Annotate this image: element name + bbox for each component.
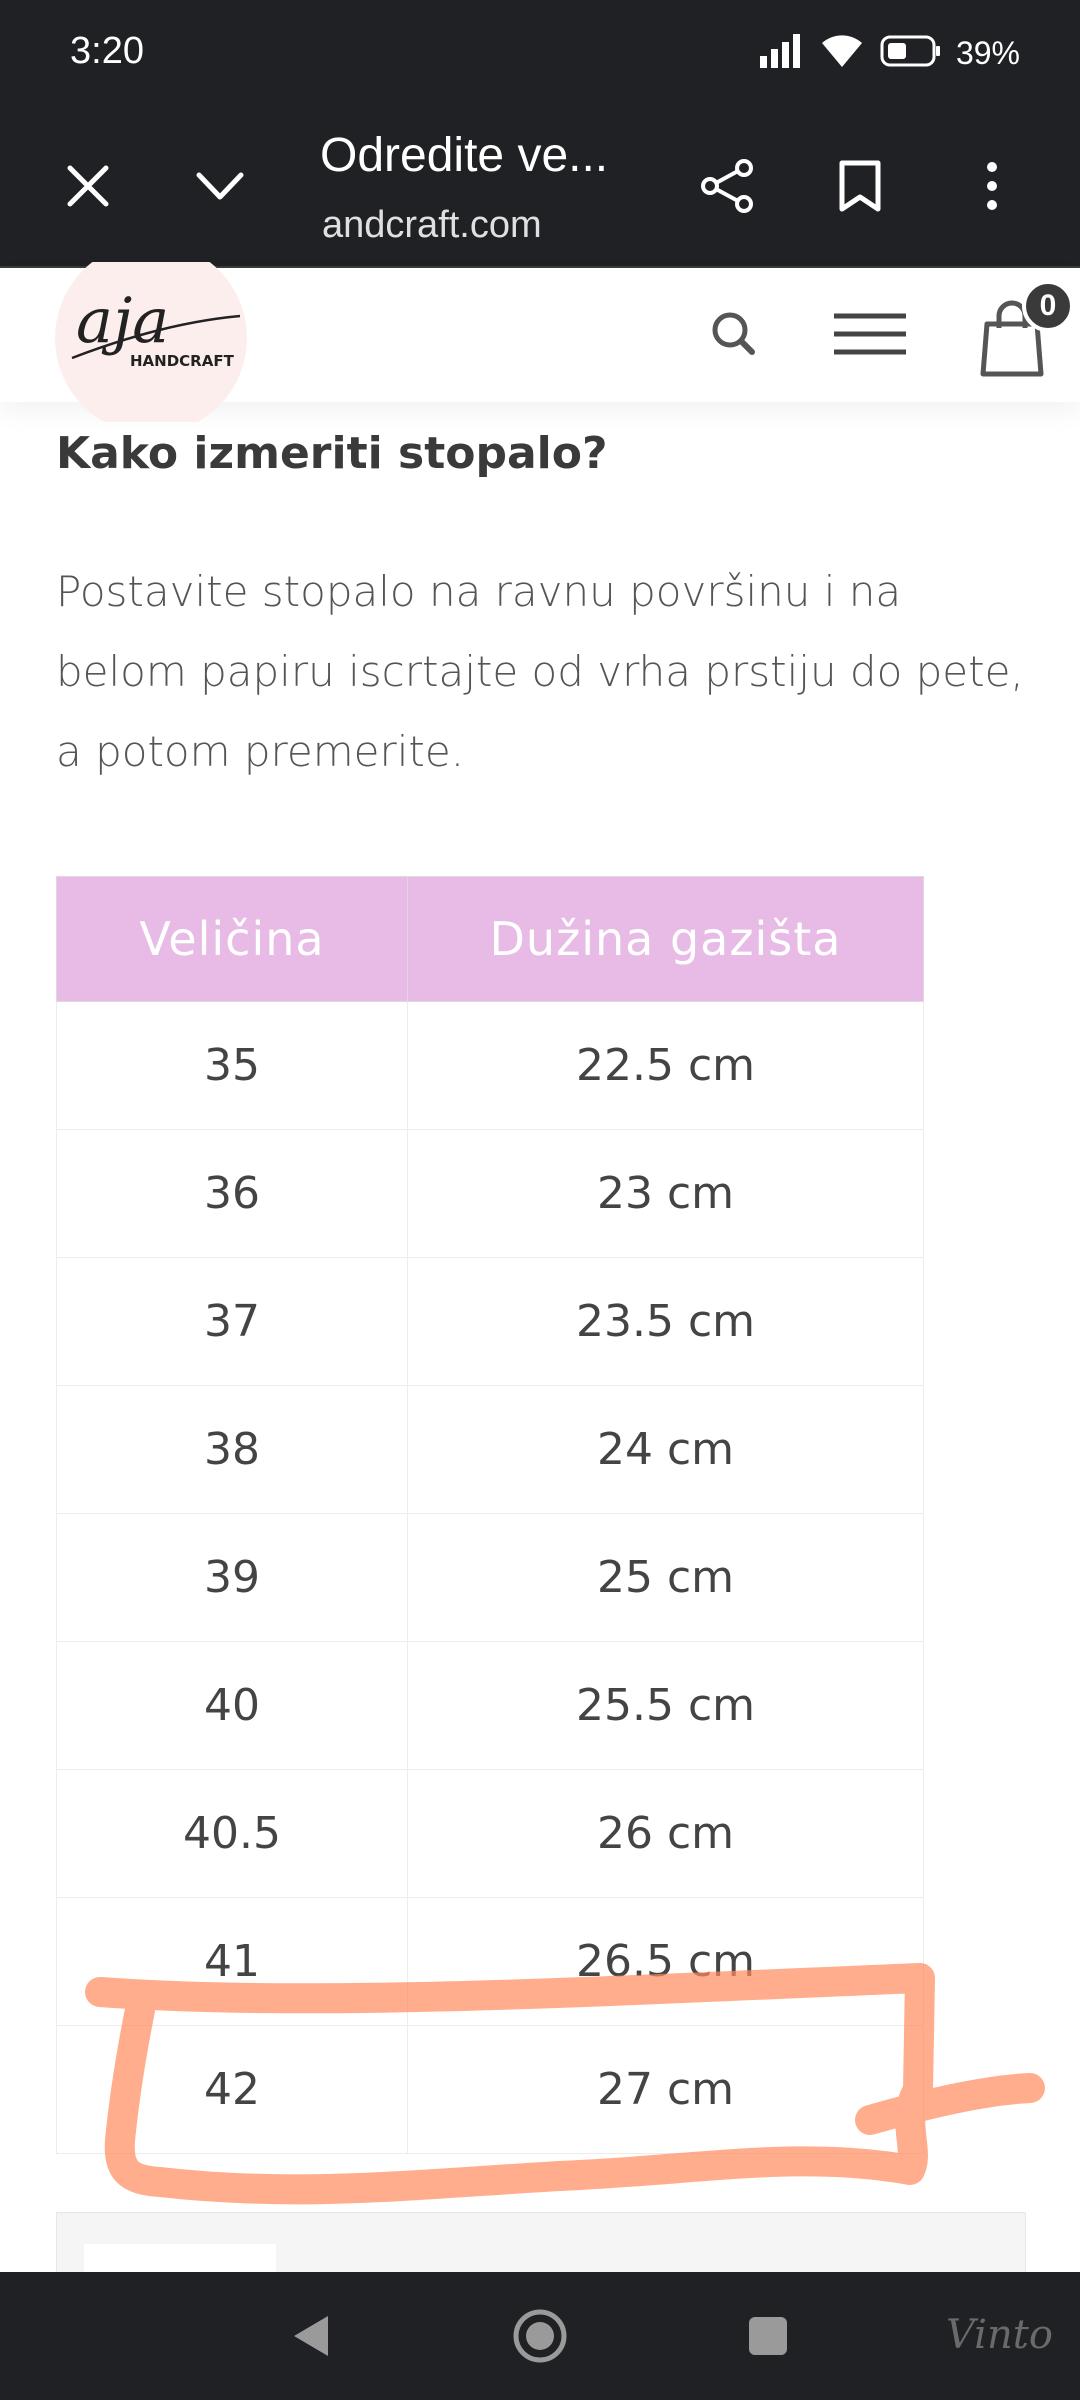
length-cell: 23 cm [408,1130,924,1258]
status-icons [760,28,1020,78]
size-cell: 42 [57,2026,408,2154]
content-heading: Kako izmeriti stopalo? [56,428,608,479]
length-cell: 24 cm [408,1386,924,1514]
length-cell: 23.5 cm [408,1258,924,1386]
more-options-button[interactable] [952,146,1032,226]
search-button[interactable] [700,300,770,370]
length-cell: 26 cm [408,1770,924,1898]
battery-icon [880,34,942,72]
site-header [0,268,1080,402]
logo-script: aja [76,284,170,357]
table-row [57,1002,924,1130]
watermark-text: Vinto [946,2312,1053,2358]
bookmark-icon [838,159,882,213]
table-row [57,1898,924,2026]
size-cell: 38 [57,1386,408,1514]
wifi-icon [818,33,866,73]
hamburger-icon [830,304,910,364]
length-cell: 27 cm [408,2026,924,2154]
length-cell: 25.5 cm [408,1642,924,1770]
table-row [57,1642,924,1770]
menu-button[interactable] [830,304,910,364]
length-cell: 26.5 cm [408,1898,924,2026]
table-row [57,1386,924,1514]
home-icon [510,2306,570,2366]
recents-button[interactable] [728,2296,808,2376]
share-icon [700,158,756,214]
expand-button[interactable] [180,146,260,226]
share-button[interactable] [688,146,768,226]
more-vert-icon [984,161,1000,211]
header-length: Dužina gazišta [408,877,924,1002]
content-paragraph: Postavite stopalo na ravnu površinu i na belom papiru iscrtajte od vrha prstiju do pete, a potom premerite. [56,567,1024,776]
table-row [57,1258,924,1386]
size-cell: 39 [57,1514,408,1642]
size-cell: 40.5 [57,1770,408,1898]
size-cell: 37 [57,1258,408,1386]
battery-percent: 39% [955,34,1020,71]
length-cell: 22.5 cm [408,1002,924,1130]
table-row [57,2026,924,2154]
back-button[interactable] [270,2296,350,2376]
table-row [57,1514,924,1642]
navigation-bar [0,2272,1080,2400]
length-cell: 25 cm [408,1514,924,1642]
header-size: Veličina [57,877,408,1002]
size-cell: 40 [57,1642,408,1770]
search-icon [700,300,770,370]
page-url[interactable]: andcraft.com [322,204,542,246]
page-title[interactable]: Odredite ve... [320,129,609,182]
size-cell: 35 [57,1002,408,1130]
size-table [56,876,924,2154]
site-logo[interactable] [54,262,248,422]
table-row [57,1770,924,1898]
size-cell: 41 [57,1898,408,2026]
close-button[interactable] [48,146,128,226]
logo-text: HANDCRAFT [130,352,234,370]
cart-count-badge: 0 [1022,280,1074,332]
size-cell: 36 [57,1130,408,1258]
status-bar [0,0,1080,108]
table-row [57,1130,924,1258]
close-icon [66,164,110,208]
status-time: 3:20 [70,30,144,72]
signal-icon [760,34,804,72]
recents-icon [746,2314,790,2358]
back-icon [288,2312,332,2360]
browser-toolbar [0,108,1080,268]
table-header-row [57,877,924,1002]
bookmark-button[interactable] [820,146,900,226]
home-button[interactable] [500,2296,580,2376]
chevron-down-icon [195,171,245,201]
